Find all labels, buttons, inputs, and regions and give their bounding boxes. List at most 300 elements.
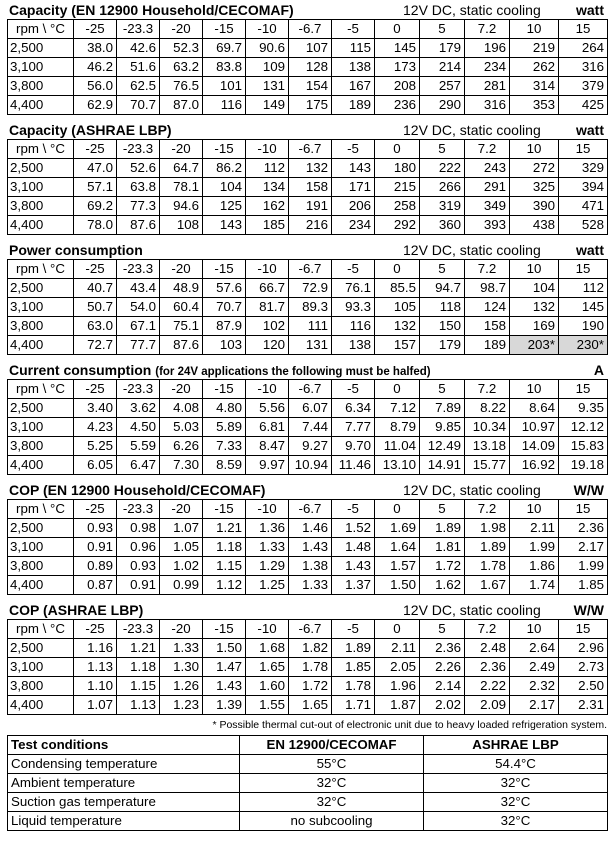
rpm-label: 4,400: [8, 696, 74, 715]
value-cell: 93.3: [332, 298, 375, 317]
temperature-column-header: -15: [203, 380, 246, 399]
value-cell: 1.81: [420, 538, 465, 557]
value-cell: 169: [510, 317, 559, 336]
value-cell: 1.30: [160, 658, 203, 677]
value-cell: 78.1: [160, 178, 203, 197]
value-cell: 51.6: [117, 58, 160, 77]
value-cell: 1.48: [332, 538, 375, 557]
value-cell: 179: [420, 39, 465, 58]
table-row: [8, 399, 608, 418]
value-cell: 185: [246, 216, 289, 235]
rpm-label: 2,500: [8, 639, 74, 658]
temperature-column-header: 15: [559, 500, 608, 519]
value-cell: 1.12: [203, 576, 246, 595]
value-cell: 3.40: [74, 399, 117, 418]
value-cell: 171: [332, 178, 375, 197]
value-cell: 6.81: [246, 418, 289, 437]
value-cell: 70.7: [117, 96, 160, 115]
rpm-label: 2,500: [8, 519, 74, 538]
value-cell: 149: [246, 96, 289, 115]
temperature-column-header: -20: [160, 260, 203, 279]
table-row: [8, 538, 608, 557]
value-cell: 258: [375, 197, 420, 216]
rpm-label: 2,500: [8, 39, 74, 58]
unit-label: W/W: [573, 482, 604, 498]
rpm-label: 2,500: [8, 159, 74, 178]
value-cell: 1.78: [332, 677, 375, 696]
value-cell: 471: [559, 197, 608, 216]
value-cell: 1.39: [203, 696, 246, 715]
data-table: [7, 499, 608, 595]
value-cell: 2.11: [510, 519, 559, 538]
temperature-column-header: 7.2: [465, 260, 510, 279]
value-cell: 157: [375, 336, 420, 355]
temperature-column-header: 5: [420, 260, 465, 279]
value-cell: 2.31: [559, 696, 608, 715]
table-row: [8, 639, 608, 658]
temperature-column-header: -6.7: [289, 380, 332, 399]
value-cell: 1.33: [289, 576, 332, 595]
value-cell: 131: [289, 336, 332, 355]
value-cell: 6.34: [332, 399, 375, 418]
value-cell: 69.7: [203, 39, 246, 58]
temperature-column-header: 10: [510, 620, 559, 639]
temperature-column-header: -6.7: [289, 500, 332, 519]
table-header: [7, 600, 607, 619]
value-cell: 1.65: [246, 658, 289, 677]
value-cell: 14.91: [420, 456, 465, 475]
temperature-column-header: -25: [74, 260, 117, 279]
ashrae-value: 32°C: [424, 774, 608, 793]
unit-label: watt: [576, 122, 604, 138]
value-cell: 76.1: [332, 279, 375, 298]
value-cell: 2.36: [465, 658, 510, 677]
test-conditions-table: [7, 735, 608, 831]
unit-label: A: [593, 362, 604, 378]
value-cell: 9.97: [246, 456, 289, 475]
value-cell: 222: [420, 159, 465, 178]
value-cell: 145: [375, 39, 420, 58]
value-cell: 2.14: [420, 677, 465, 696]
temperature-column-header: -23.3: [117, 20, 160, 39]
ashrae-value: 54.4°C: [424, 755, 608, 774]
table-row: [8, 557, 608, 576]
value-cell: 180: [375, 159, 420, 178]
value-cell: 179: [420, 336, 465, 355]
temperature-column-header: 7.2: [465, 620, 510, 639]
value-cell: 2.11: [375, 639, 420, 658]
value-cell: 1.21: [203, 519, 246, 538]
table-title: [9, 482, 265, 498]
value-cell: 1.89: [332, 639, 375, 658]
value-cell: 62.5: [117, 77, 160, 96]
temperature-column-header: 5: [420, 380, 465, 399]
condition-label: Ambient temperature: [8, 774, 240, 793]
value-cell: 14.09: [510, 437, 559, 456]
temperature-column-header: 10: [510, 20, 559, 39]
unit-label: W/W: [573, 602, 604, 618]
table-header: [7, 120, 607, 139]
value-cell: 5.59: [117, 437, 160, 456]
value-cell: 86.2: [203, 159, 246, 178]
temperature-column-header: -10: [246, 20, 289, 39]
temperature-column-header: -25: [74, 140, 117, 159]
unit-label: watt: [576, 242, 604, 258]
value-cell: 0.87: [74, 576, 117, 595]
value-cell: 1.99: [559, 557, 608, 576]
value-cell: 2.36: [559, 519, 608, 538]
value-cell: 98.7: [465, 279, 510, 298]
temperature-column-header: -10: [246, 380, 289, 399]
value-cell: 132: [375, 317, 420, 336]
rpm-label: 3,100: [8, 538, 74, 557]
value-cell: 1.69: [375, 519, 420, 538]
temperature-column-header: -23.3: [117, 500, 160, 519]
value-cell: 69.2: [74, 197, 117, 216]
rpm-label: 4,400: [8, 216, 74, 235]
value-cell: 11.04: [375, 437, 420, 456]
temperature-column-header: -20: [160, 20, 203, 39]
value-cell: 390: [510, 197, 559, 216]
value-cell: 138: [332, 58, 375, 77]
value-cell: 0.98: [117, 519, 160, 538]
value-cell: 85.5: [375, 279, 420, 298]
value-cell: 189: [465, 336, 510, 355]
flagged-value-cell: 230*: [559, 336, 608, 355]
rpm-label: 3,800: [8, 77, 74, 96]
row-header-label: rpm \ °C: [8, 260, 74, 279]
value-cell: 7.89: [420, 399, 465, 418]
row-header-label: rpm \ °C: [8, 140, 74, 159]
value-cell: 5.89: [203, 418, 246, 437]
table-row: [8, 519, 608, 538]
ashrae-value: 32°C: [424, 793, 608, 812]
value-cell: 1.96: [375, 677, 420, 696]
value-cell: 0.99: [160, 576, 203, 595]
value-cell: 38.0: [74, 39, 117, 58]
value-cell: 349: [465, 197, 510, 216]
rpm-label: 3,100: [8, 418, 74, 437]
value-cell: 0.89: [74, 557, 117, 576]
data-table: [7, 379, 608, 475]
temperature-column-header: -20: [160, 140, 203, 159]
value-cell: 7.44: [289, 418, 332, 437]
temperature-column-header: -5: [332, 260, 375, 279]
value-cell: 16.92: [510, 456, 559, 475]
row-header-label: rpm \ °C: [8, 20, 74, 39]
en12900-value: no subcooling: [240, 812, 424, 831]
value-cell: 90.6: [246, 39, 289, 58]
temperature-column-header: -23.3: [117, 260, 160, 279]
value-cell: 7.77: [332, 418, 375, 437]
value-cell: 1.67: [465, 576, 510, 595]
value-cell: 196: [465, 39, 510, 58]
value-cell: 1.62: [420, 576, 465, 595]
value-cell: 89.3: [289, 298, 332, 317]
temperature-column-header: -5: [332, 380, 375, 399]
value-cell: 272: [510, 159, 559, 178]
value-cell: 116: [332, 317, 375, 336]
performance-table-block: [7, 480, 607, 595]
test-condition-row: [8, 774, 608, 793]
data-table: [7, 619, 608, 715]
table-row: [8, 336, 608, 355]
value-cell: 105: [375, 298, 420, 317]
en12900-value: 32°C: [240, 793, 424, 812]
temperature-column-header: 5: [420, 140, 465, 159]
value-cell: 7.30: [160, 456, 203, 475]
value-cell: 94.6: [160, 197, 203, 216]
value-cell: 13.18: [465, 437, 510, 456]
table-header: [7, 480, 607, 499]
test-condition-label: 12V DC, static cooling: [403, 242, 541, 258]
value-cell: 1.78: [465, 557, 510, 576]
temperature-column-header: 0: [375, 500, 420, 519]
value-cell: 112: [246, 159, 289, 178]
value-cell: 2.02: [420, 696, 465, 715]
value-cell: 6.05: [74, 456, 117, 475]
temperature-column-header: -10: [246, 620, 289, 639]
value-cell: 4.08: [160, 399, 203, 418]
value-cell: 1.23: [160, 696, 203, 715]
value-cell: 2.09: [465, 696, 510, 715]
value-cell: 7.33: [203, 437, 246, 456]
value-cell: 115: [332, 39, 375, 58]
value-cell: 1.72: [420, 557, 465, 576]
rpm-label: 3,800: [8, 677, 74, 696]
temperature-column-header: -6.7: [289, 620, 332, 639]
value-cell: 1.25: [246, 576, 289, 595]
value-cell: 291: [465, 178, 510, 197]
value-cell: 4.23: [74, 418, 117, 437]
column-header-row: [8, 140, 608, 159]
value-cell: 325: [510, 178, 559, 197]
column-header-row: [8, 20, 608, 39]
value-cell: 1.74: [510, 576, 559, 595]
value-cell: 9.85: [420, 418, 465, 437]
value-cell: 62.9: [74, 96, 117, 115]
value-cell: 7.12: [375, 399, 420, 418]
value-cell: 8.22: [465, 399, 510, 418]
value-cell: 4.50: [117, 418, 160, 437]
table-row: [8, 279, 608, 298]
value-cell: 1.64: [375, 538, 420, 557]
value-cell: 158: [465, 317, 510, 336]
value-cell: 1.89: [465, 538, 510, 557]
value-cell: 162: [246, 197, 289, 216]
value-cell: 329: [559, 159, 608, 178]
value-cell: 167: [332, 77, 375, 96]
value-cell: 0.91: [74, 538, 117, 557]
value-cell: 1.18: [117, 658, 160, 677]
value-cell: 10.97: [510, 418, 559, 437]
performance-table-block: [7, 600, 607, 715]
value-cell: 0.93: [74, 519, 117, 538]
value-cell: 134: [246, 178, 289, 197]
value-cell: 128: [289, 58, 332, 77]
value-cell: 1.85: [559, 576, 608, 595]
value-cell: 46.2: [74, 58, 117, 77]
table-row: [8, 677, 608, 696]
value-cell: 78.0: [74, 216, 117, 235]
value-cell: 206: [332, 197, 375, 216]
table-title-text: COP (ASHRAE LBP): [9, 602, 144, 618]
value-cell: 19.18: [559, 456, 608, 475]
value-cell: 2.22: [465, 677, 510, 696]
value-cell: 125: [203, 197, 246, 216]
value-cell: 8.47: [246, 437, 289, 456]
value-cell: 1.43: [203, 677, 246, 696]
value-cell: 266: [420, 178, 465, 197]
value-cell: 12.49: [420, 437, 465, 456]
value-cell: 243: [465, 159, 510, 178]
value-cell: 57.1: [74, 178, 117, 197]
value-cell: 0.96: [117, 538, 160, 557]
value-cell: 1.05: [160, 538, 203, 557]
table-title: [9, 362, 431, 378]
value-cell: 87.9: [203, 317, 246, 336]
value-cell: 94.7: [420, 279, 465, 298]
test-conditions-heading: Test conditions: [8, 736, 240, 755]
table-header: [7, 0, 607, 19]
table-row: [8, 298, 608, 317]
value-cell: 72.7: [74, 336, 117, 355]
table-title-text: Capacity (EN 12900 Household/CECOMAF): [9, 2, 294, 18]
value-cell: 2.26: [420, 658, 465, 677]
value-cell: 1.18: [203, 538, 246, 557]
value-cell: 438: [510, 216, 559, 235]
temperature-column-header: -20: [160, 380, 203, 399]
rpm-label: 3,800: [8, 197, 74, 216]
value-cell: 1.87: [375, 696, 420, 715]
value-cell: 107: [289, 39, 332, 58]
value-cell: 379: [559, 77, 608, 96]
value-cell: 116: [203, 96, 246, 115]
value-cell: 60.4: [160, 298, 203, 317]
value-cell: 52.3: [160, 39, 203, 58]
row-header-label: rpm \ °C: [8, 620, 74, 639]
value-cell: 1.13: [74, 658, 117, 677]
value-cell: 15.83: [559, 437, 608, 456]
value-cell: 145: [559, 298, 608, 317]
table-row: [8, 39, 608, 58]
value-cell: 1.68: [246, 639, 289, 658]
rpm-label: 4,400: [8, 576, 74, 595]
table-row: [8, 456, 608, 475]
value-cell: 87.0: [160, 96, 203, 115]
temperature-column-header: -23.3: [117, 380, 160, 399]
temperature-column-header: 15: [559, 140, 608, 159]
temperature-column-header: -15: [203, 500, 246, 519]
value-cell: 52.6: [117, 159, 160, 178]
value-cell: 6.47: [117, 456, 160, 475]
value-cell: 1.43: [289, 538, 332, 557]
value-cell: 124: [465, 298, 510, 317]
table-row: [8, 658, 608, 677]
row-header-label: rpm \ °C: [8, 380, 74, 399]
table-row: [8, 317, 608, 336]
temperature-column-header: 0: [375, 140, 420, 159]
temperature-column-header: 0: [375, 380, 420, 399]
table-note: (for 24V applications the following must be halfed): [155, 366, 431, 378]
table-title: [9, 2, 294, 18]
table-row: [8, 216, 608, 235]
temperature-column-header: 0: [375, 620, 420, 639]
rpm-label: 3,100: [8, 298, 74, 317]
value-cell: 1.33: [246, 538, 289, 557]
value-cell: 175: [289, 96, 332, 115]
condition-label: Liquid temperature: [8, 812, 240, 831]
value-cell: 138: [332, 336, 375, 355]
rpm-label: 4,400: [8, 456, 74, 475]
test-condition-row: [8, 812, 608, 831]
value-cell: 1.16: [74, 639, 117, 658]
value-cell: 319: [420, 197, 465, 216]
value-cell: 1.07: [160, 519, 203, 538]
temperature-column-header: 5: [420, 620, 465, 639]
value-cell: 5.56: [246, 399, 289, 418]
value-cell: 173: [375, 58, 420, 77]
temperature-column-header: -6.7: [289, 20, 332, 39]
value-cell: 63.2: [160, 58, 203, 77]
table-row: [8, 437, 608, 456]
value-cell: 104: [203, 178, 246, 197]
table-title: [9, 242, 143, 258]
value-cell: 66.7: [246, 279, 289, 298]
value-cell: 219: [510, 39, 559, 58]
table-row: [8, 159, 608, 178]
value-cell: 9.70: [332, 437, 375, 456]
temperature-column-header: 7.2: [465, 20, 510, 39]
temperature-column-header: 7.2: [465, 140, 510, 159]
table-row: [8, 197, 608, 216]
table-row: [8, 178, 608, 197]
value-cell: 1.86: [510, 557, 559, 576]
table-title-text: Current consumption: [9, 362, 152, 378]
value-cell: 109: [246, 58, 289, 77]
value-cell: 1.72: [289, 677, 332, 696]
temperature-column-header: -10: [246, 500, 289, 519]
temperature-column-header: 5: [420, 20, 465, 39]
value-cell: 75.1: [160, 317, 203, 336]
rpm-label: 4,400: [8, 96, 74, 115]
value-cell: 1.13: [117, 696, 160, 715]
value-cell: 12.12: [559, 418, 608, 437]
value-cell: 87.6: [117, 216, 160, 235]
value-cell: 76.5: [160, 77, 203, 96]
temperature-column-header: 7.2: [465, 380, 510, 399]
value-cell: 70.7: [203, 298, 246, 317]
temperature-column-header: -25: [74, 500, 117, 519]
value-cell: 1.37: [332, 576, 375, 595]
row-header-label: rpm \ °C: [8, 500, 74, 519]
table-title-text: COP (EN 12900 Household/CECOMAF): [9, 482, 266, 498]
value-cell: 77.7: [117, 336, 160, 355]
value-cell: 257: [420, 77, 465, 96]
value-cell: 15.77: [465, 456, 510, 475]
temperature-column-header: 15: [559, 620, 608, 639]
value-cell: 5.25: [74, 437, 117, 456]
value-cell: 234: [332, 216, 375, 235]
value-cell: 112: [559, 279, 608, 298]
temperature-column-header: -20: [160, 500, 203, 519]
value-cell: 360: [420, 216, 465, 235]
value-cell: 425: [559, 96, 608, 115]
value-cell: 1.98: [465, 519, 510, 538]
value-cell: 10.34: [465, 418, 510, 437]
rpm-label: 2,500: [8, 279, 74, 298]
value-cell: 189: [332, 96, 375, 115]
